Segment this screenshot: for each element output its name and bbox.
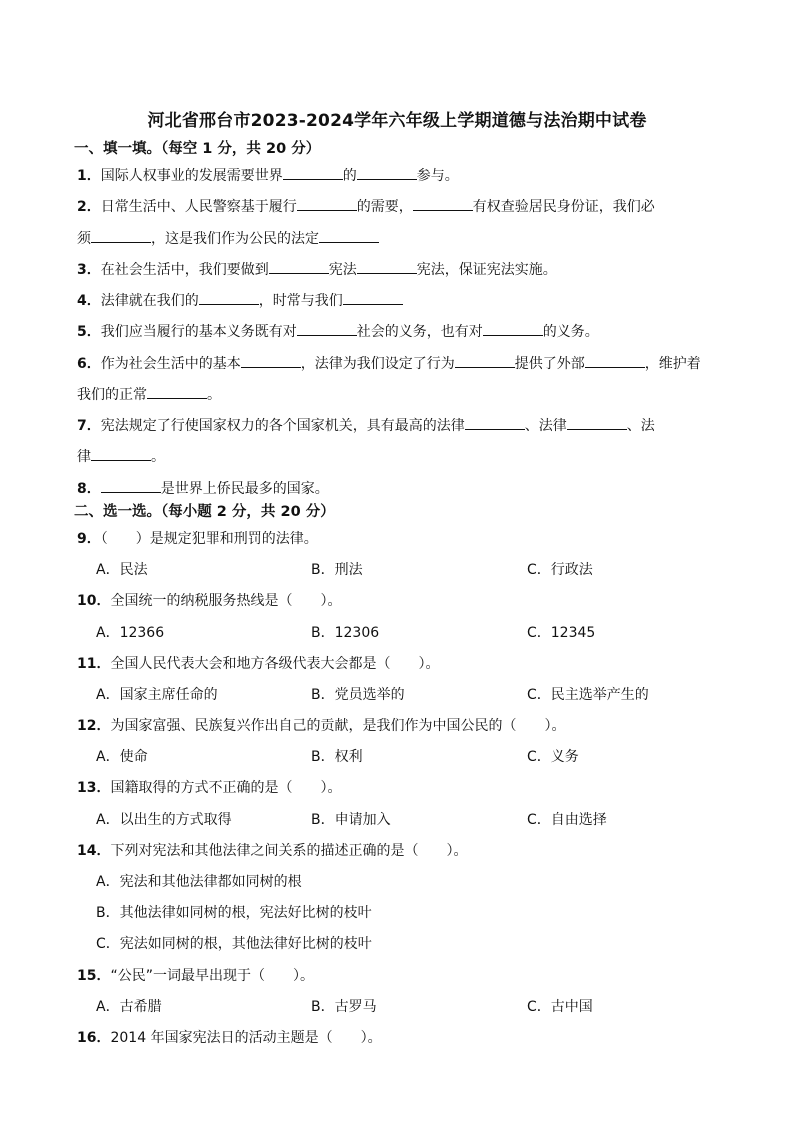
option-b[interactable]: B．权利 — [311, 749, 363, 765]
question-15: 15．“公民”一词最早出现于（ ）。 — [77, 968, 314, 984]
question-2: 2．日常生活中、人民警察基于履行 的需要， 有权查验居民身份证，我们必 — [77, 199, 655, 215]
option-a[interactable]: A．使命 — [96, 749, 148, 765]
question-7-line-2: 律 。 — [77, 449, 165, 465]
blank[interactable] — [465, 416, 525, 430]
question-1: 1．国际人权事业的发展需要世界 的 参与。 — [77, 168, 459, 184]
question-6-line-2: 我们的正常 。 — [77, 387, 221, 403]
question-13: 13．国籍取得的方式不正确的是（ ）。 — [77, 780, 342, 796]
blank[interactable] — [297, 197, 357, 211]
blank[interactable] — [319, 229, 379, 243]
blank[interactable] — [455, 354, 515, 368]
section-choice-heading: 二、选一选。（每小题 2 分，共 20 分） — [74, 504, 335, 520]
question-14: 14．下列对宪法和其他法律之间关系的描述正确的是（ ）。 — [77, 843, 468, 859]
question-5: 5．我们应当履行的基本义务既有对 社会的义务，也有对 的义务。 — [77, 324, 599, 340]
blank[interactable] — [101, 479, 161, 493]
blank[interactable] — [483, 322, 543, 336]
option-a[interactable]: A．宪法和其他法律都如同树的根 — [96, 874, 302, 890]
page-title: 河北省邢台市2023-2024学年六年级上学期道德与法治期中试卷 — [147, 111, 647, 131]
option-c[interactable]: C．义务 — [527, 749, 579, 765]
blank[interactable] — [585, 354, 645, 368]
question-8: 8． 是世界上侨民最多的国家。 — [77, 481, 329, 497]
blank[interactable] — [343, 291, 403, 305]
question-12: 12．为国家富强、民族复兴作出自己的贡献，是我们作为中国公民的（ ）。 — [77, 718, 566, 734]
option-c[interactable]: C．民主选举产生的 — [527, 687, 649, 703]
question-2-line-2: 须 ，这是我们作为公民的法定 — [77, 229, 379, 248]
blank[interactable] — [357, 260, 417, 274]
question-6: 6．作为社会生活中的基本 ，法律为我们设定了行为 提供了外部 ，维护着 — [77, 356, 701, 372]
blank[interactable] — [241, 354, 301, 368]
option-b[interactable]: B．党员选举的 — [311, 687, 405, 703]
blank[interactable] — [269, 260, 329, 274]
blank[interactable] — [567, 416, 627, 430]
blank[interactable] — [357, 166, 417, 180]
option-b[interactable]: B．12306 — [311, 625, 380, 641]
question-16: 16．2014 年国家宪法日的活动主题是（ ）。 — [77, 1030, 382, 1046]
option-c[interactable]: C．宪法如同树的根，其他法律好比树的枝叶 — [96, 936, 372, 952]
option-c[interactable]: C．12345 — [527, 625, 596, 641]
option-c[interactable]: C．行政法 — [527, 562, 593, 578]
option-b[interactable]: B．刑法 — [311, 562, 363, 578]
option-a[interactable]: A．民法 — [96, 562, 148, 578]
question-9: 9．（ ）是规定犯罪和刑罚的法律。 — [77, 531, 318, 547]
blank[interactable] — [413, 197, 473, 211]
blank[interactable] — [283, 166, 343, 180]
option-c[interactable]: C．自由选择 — [527, 812, 607, 828]
question-3: 3．在社会生活中，我们要做到 宪法 宪法，保证宪法实施。 — [77, 262, 557, 278]
section-fill-heading: 一、填一填。（每空 1 分，共 20 分） — [74, 141, 321, 157]
question-11: 11．全国人民代表大会和地方各级代表大会都是（ ）。 — [77, 656, 440, 672]
option-c[interactable]: C．古中国 — [527, 999, 593, 1015]
question-7: 7．宪法规定了行使国家权力的各个国家机关，具有最高的法律 、法律 、法 — [77, 418, 655, 434]
option-a[interactable]: A．国家主席任命的 — [96, 687, 218, 703]
blank[interactable] — [91, 229, 151, 243]
option-a[interactable]: A．古希腊 — [96, 999, 162, 1015]
question-10: 10．全国统一的纳税服务热线是（ ）。 — [77, 593, 342, 609]
option-a[interactable]: A．以出生的方式取得 — [96, 812, 232, 828]
option-a[interactable]: A．12366 — [96, 625, 165, 641]
option-b[interactable]: B．古罗马 — [311, 999, 377, 1015]
blank[interactable] — [91, 447, 151, 461]
blank[interactable] — [297, 322, 357, 336]
blank[interactable] — [147, 385, 207, 399]
option-b[interactable]: B．申请加入 — [311, 812, 391, 828]
blank[interactable] — [199, 291, 259, 305]
question-4: 4．法律就在我们的 ，时常与我们 — [77, 291, 403, 310]
option-b[interactable]: B．其他法律如同树的根，宪法好比树的枝叶 — [96, 905, 372, 921]
